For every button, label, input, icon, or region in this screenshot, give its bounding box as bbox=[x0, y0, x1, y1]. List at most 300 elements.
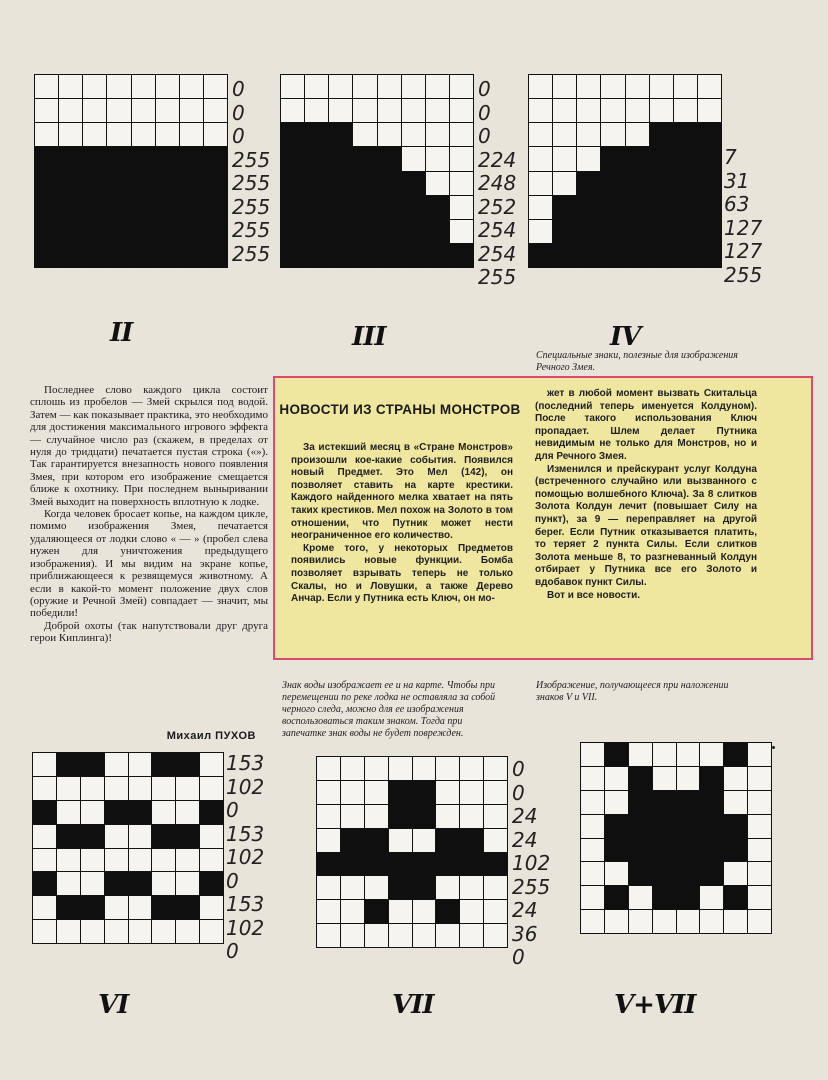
grid-cell bbox=[353, 123, 376, 146]
grid-cell bbox=[132, 220, 155, 243]
grid-cell bbox=[59, 220, 82, 243]
article-paragraph: Доброй охоты (так напутствовали друг друга герои Киплинга)! bbox=[30, 619, 268, 645]
grid-cell bbox=[650, 244, 673, 267]
grid-cell bbox=[305, 172, 328, 195]
grid-cell bbox=[426, 220, 449, 243]
grid-cell bbox=[105, 849, 128, 872]
grid-cell bbox=[674, 75, 697, 98]
grid-cell bbox=[156, 123, 179, 146]
grid-cell bbox=[402, 172, 425, 195]
grid-cell bbox=[700, 910, 723, 933]
grid-cell bbox=[57, 896, 80, 919]
figure-ii-values bbox=[232, 78, 270, 266]
figure-iv-grid bbox=[528, 74, 722, 268]
grid-cell bbox=[724, 862, 747, 885]
grid-cell bbox=[629, 743, 652, 766]
grid-cell bbox=[698, 123, 721, 146]
grid-cell bbox=[176, 849, 199, 872]
grid-cell bbox=[698, 75, 721, 98]
grid-cell bbox=[281, 196, 304, 219]
grid-cell bbox=[132, 172, 155, 195]
grid-cell bbox=[724, 910, 747, 933]
grid-cell bbox=[450, 244, 473, 267]
grid-cell bbox=[35, 220, 58, 243]
grid-cell bbox=[389, 829, 412, 852]
row-value: 127 bbox=[724, 239, 763, 263]
grid-cell bbox=[601, 244, 624, 267]
grid-cell bbox=[698, 196, 721, 219]
grid-cell bbox=[341, 757, 364, 780]
article-author: Михаил ПУХОВ bbox=[166, 730, 256, 742]
grid-cell bbox=[650, 99, 673, 122]
row-value: 255 bbox=[724, 262, 763, 287]
grid-cell bbox=[33, 777, 56, 800]
grid-cell bbox=[156, 220, 179, 243]
grid-cell bbox=[33, 896, 56, 919]
grid-cell bbox=[601, 75, 624, 98]
grid-cell bbox=[577, 75, 600, 98]
grid-cell bbox=[577, 220, 600, 243]
grid-cell bbox=[57, 801, 80, 824]
figure-iv-caption: Специальные знаки, полезные для изображения Речного Змея. bbox=[536, 350, 738, 373]
grid-cell bbox=[329, 220, 352, 243]
article-paragraph: Когда человек бросает копье, на каждом цикле, помимо изображения Змея, печатается удаляющееся от лодки слово « — » (пробел слева нужен для уничтожения предыдущего изображения). И мы видим на экране копье, приближающееся к резвящемуся животному. А если в какой-то момент положение двух слов (оружие и Речной Змей) совпадает — значит, мы победили! bbox=[30, 508, 268, 620]
grid-cell bbox=[529, 99, 552, 122]
grid-cell bbox=[83, 220, 106, 243]
news-column-1 bbox=[291, 442, 513, 606]
grid-cell bbox=[305, 244, 328, 267]
grid-cell bbox=[365, 805, 388, 828]
grid-cell bbox=[650, 123, 673, 146]
figure-ii-label: II bbox=[110, 318, 133, 348]
grid-cell bbox=[484, 876, 507, 899]
grid-cell bbox=[107, 196, 130, 219]
grid-cell bbox=[132, 196, 155, 219]
grid-cell bbox=[200, 920, 223, 943]
figure-vi-values bbox=[226, 752, 264, 964]
article-text bbox=[30, 384, 268, 645]
grid-cell bbox=[748, 910, 771, 933]
figure-v-vii-grid bbox=[580, 742, 772, 934]
grid-cell bbox=[281, 123, 304, 146]
row-value: 254 bbox=[478, 241, 517, 266]
grid-cell bbox=[413, 781, 436, 804]
grid-cell bbox=[677, 910, 700, 933]
grid-cell bbox=[59, 196, 82, 219]
grid-cell bbox=[601, 123, 624, 146]
grid-cell bbox=[677, 839, 700, 862]
print-dot bbox=[772, 746, 775, 749]
grid-cell bbox=[577, 123, 600, 146]
grid-cell bbox=[152, 849, 175, 872]
grid-cell bbox=[341, 876, 364, 899]
grid-cell bbox=[413, 805, 436, 828]
grid-cell bbox=[484, 805, 507, 828]
grid-cell bbox=[436, 781, 459, 804]
grid-cell bbox=[460, 876, 483, 899]
grid-cell bbox=[341, 900, 364, 923]
grid-cell bbox=[677, 743, 700, 766]
grid-cell bbox=[581, 839, 604, 862]
grid-cell bbox=[378, 196, 401, 219]
news-paragraph: За истекший месяц в «Стране Монстров» произошли кое-какие события. Появился новый Предмет. Это Мел (142), он позволяет ставить на карте крестики. Каждого найденного мелка хватает на пять таких крестиков. Мел похож на Золото в том отношении, что Путник может нести неограниченное его количество. bbox=[291, 442, 513, 542]
row-value: 252 bbox=[478, 194, 517, 219]
grid-cell bbox=[724, 743, 747, 766]
grid-cell bbox=[35, 147, 58, 170]
figure-v-vii-label: V+VII bbox=[614, 990, 696, 1020]
grid-cell bbox=[33, 753, 56, 776]
grid-cell bbox=[553, 123, 576, 146]
grid-cell bbox=[33, 801, 56, 824]
figure-iv-values bbox=[724, 146, 762, 287]
grid-cell bbox=[176, 825, 199, 848]
grid-cell bbox=[59, 123, 82, 146]
grid-cell bbox=[529, 220, 552, 243]
grid-cell bbox=[180, 196, 203, 219]
grid-cell bbox=[677, 815, 700, 838]
grid-cell bbox=[152, 896, 175, 919]
grid-cell bbox=[59, 244, 82, 267]
grid-cell bbox=[674, 220, 697, 243]
grid-cell bbox=[553, 75, 576, 98]
grid-cell bbox=[353, 75, 376, 98]
grid-cell bbox=[577, 244, 600, 267]
grid-cell bbox=[353, 99, 376, 122]
article-paragraph: Последнее слово каждого цикла состоит сплошь из пробелов — Змей скрылся под водой. Затем — как показывает практика, это необходимо для достижения максимального игрового эффекта — случайное число раз (скажем, в пределах от нуля до тридцати) печатается пустая строка («»). Так гарантируется внезапность нового появления Змея, при котором его изображение смещается ближе к охотнику. При последнем выныривании Змей выходит на поверхность вплотную к лодке. bbox=[30, 384, 268, 508]
grid-cell bbox=[674, 99, 697, 122]
grid-cell bbox=[378, 123, 401, 146]
grid-cell bbox=[553, 99, 576, 122]
grid-cell bbox=[107, 147, 130, 170]
grid-cell bbox=[402, 147, 425, 170]
row-value: 248 bbox=[478, 171, 517, 195]
grid-cell bbox=[152, 872, 175, 895]
grid-cell bbox=[204, 196, 227, 219]
row-value: 102 bbox=[226, 915, 265, 940]
row-value: 102 bbox=[512, 851, 551, 875]
grid-cell bbox=[653, 862, 676, 885]
grid-cell bbox=[581, 910, 604, 933]
grid-cell bbox=[281, 99, 304, 122]
grid-cell bbox=[700, 743, 723, 766]
grid-cell bbox=[426, 75, 449, 98]
grid-cell bbox=[577, 147, 600, 170]
row-value: 0 bbox=[226, 798, 239, 822]
row-value: 63 bbox=[724, 192, 750, 216]
grid-cell bbox=[389, 924, 412, 947]
grid-cell bbox=[700, 839, 723, 862]
grid-cell bbox=[129, 920, 152, 943]
grid-cell bbox=[176, 801, 199, 824]
grid-cell bbox=[389, 757, 412, 780]
grid-cell bbox=[484, 853, 507, 876]
grid-cell bbox=[281, 75, 304, 98]
grid-cell bbox=[698, 147, 721, 170]
grid-cell bbox=[653, 910, 676, 933]
grid-cell bbox=[281, 172, 304, 195]
grid-cell bbox=[33, 825, 56, 848]
grid-cell bbox=[450, 99, 473, 122]
grid-cell bbox=[724, 767, 747, 790]
grid-cell bbox=[81, 920, 104, 943]
grid-cell bbox=[674, 147, 697, 170]
grid-cell bbox=[305, 123, 328, 146]
grid-cell bbox=[581, 815, 604, 838]
grid-cell bbox=[698, 172, 721, 195]
grid-cell bbox=[341, 781, 364, 804]
grid-cell bbox=[460, 757, 483, 780]
grid-cell bbox=[601, 99, 624, 122]
grid-cell bbox=[626, 75, 649, 98]
grid-cell bbox=[317, 853, 340, 876]
grid-cell bbox=[601, 220, 624, 243]
news-title: НОВОСТИ ИЗ СТРАНЫ МОНСТРОВ bbox=[279, 402, 521, 417]
grid-cell bbox=[426, 147, 449, 170]
row-value: 153 bbox=[226, 821, 265, 846]
grid-cell bbox=[748, 767, 771, 790]
grid-cell bbox=[81, 872, 104, 895]
grid-cell bbox=[35, 99, 58, 122]
grid-cell bbox=[626, 196, 649, 219]
grid-cell bbox=[180, 244, 203, 267]
grid-cell bbox=[353, 172, 376, 195]
grid-cell bbox=[698, 220, 721, 243]
grid-cell bbox=[553, 196, 576, 219]
news-paragraph: жет в любой момент вызвать Скитальца (последний теперь именуется Колдуном). После такого использования Ключ пропадает. Шлем делает Путника невидимым не только для Монстров, но и для Речного Змея. bbox=[535, 388, 757, 462]
grid-cell bbox=[329, 172, 352, 195]
grid-cell bbox=[529, 172, 552, 195]
grid-cell bbox=[59, 147, 82, 170]
grid-cell bbox=[176, 777, 199, 800]
grid-cell bbox=[204, 75, 227, 98]
grid-cell bbox=[677, 767, 700, 790]
grid-cell bbox=[107, 244, 130, 267]
grid-cell bbox=[436, 829, 459, 852]
row-value: 0 bbox=[512, 757, 525, 781]
grid-cell bbox=[484, 924, 507, 947]
grid-cell bbox=[601, 196, 624, 219]
grid-cell bbox=[57, 849, 80, 872]
figure-iii-values bbox=[478, 78, 516, 290]
grid-cell bbox=[200, 896, 223, 919]
grid-cell bbox=[33, 872, 56, 895]
grid-cell bbox=[674, 196, 697, 219]
grid-cell bbox=[700, 886, 723, 909]
grid-cell bbox=[629, 862, 652, 885]
grid-cell bbox=[529, 123, 552, 146]
grid-cell bbox=[105, 801, 128, 824]
figure-vi-label: VI bbox=[98, 990, 129, 1020]
grid-cell bbox=[156, 99, 179, 122]
grid-cell bbox=[353, 220, 376, 243]
grid-cell bbox=[365, 900, 388, 923]
grid-cell bbox=[305, 147, 328, 170]
grid-cell bbox=[748, 862, 771, 885]
figure-vi-grid bbox=[32, 752, 224, 944]
grid-cell bbox=[426, 172, 449, 195]
grid-cell bbox=[132, 99, 155, 122]
figure-ii-grid bbox=[34, 74, 228, 268]
grid-cell bbox=[700, 815, 723, 838]
grid-cell bbox=[83, 244, 106, 267]
grid-cell bbox=[180, 75, 203, 98]
grid-cell bbox=[605, 862, 628, 885]
grid-cell bbox=[484, 829, 507, 852]
grid-cell bbox=[353, 196, 376, 219]
grid-cell bbox=[378, 75, 401, 98]
grid-cell bbox=[81, 849, 104, 872]
grid-cell bbox=[389, 853, 412, 876]
grid-cell bbox=[436, 757, 459, 780]
grid-cell bbox=[402, 99, 425, 122]
grid-cell bbox=[653, 886, 676, 909]
grid-cell bbox=[605, 791, 628, 814]
grid-cell bbox=[605, 767, 628, 790]
row-value: 0 bbox=[478, 77, 491, 101]
grid-cell bbox=[105, 896, 128, 919]
row-value: 153 bbox=[226, 892, 265, 916]
grid-cell bbox=[105, 777, 128, 800]
news-column-2 bbox=[535, 388, 757, 602]
grid-cell bbox=[305, 220, 328, 243]
grid-cell bbox=[83, 172, 106, 195]
grid-cell bbox=[180, 220, 203, 243]
grid-cell bbox=[626, 99, 649, 122]
grid-cell bbox=[156, 172, 179, 195]
grid-cell bbox=[305, 196, 328, 219]
row-value: 0 bbox=[226, 939, 239, 963]
grid-cell bbox=[389, 876, 412, 899]
grid-cell bbox=[650, 147, 673, 170]
grid-cell bbox=[626, 123, 649, 146]
grid-cell bbox=[577, 196, 600, 219]
row-value: 0 bbox=[232, 100, 245, 125]
grid-cell bbox=[436, 924, 459, 947]
grid-cell bbox=[529, 196, 552, 219]
grid-cell bbox=[650, 75, 673, 98]
row-value: 255 bbox=[512, 874, 551, 899]
grid-cell bbox=[107, 99, 130, 122]
grid-cell bbox=[317, 781, 340, 804]
grid-cell bbox=[629, 910, 652, 933]
grid-cell bbox=[83, 123, 106, 146]
grid-cell bbox=[650, 196, 673, 219]
grid-cell bbox=[413, 853, 436, 876]
grid-cell bbox=[529, 75, 552, 98]
grid-cell bbox=[724, 815, 747, 838]
grid-cell bbox=[35, 196, 58, 219]
grid-cell bbox=[35, 123, 58, 146]
grid-cell bbox=[426, 123, 449, 146]
grid-cell bbox=[156, 147, 179, 170]
grid-cell bbox=[653, 839, 676, 862]
grid-cell bbox=[529, 147, 552, 170]
row-value: 0 bbox=[478, 124, 491, 148]
grid-cell bbox=[33, 920, 56, 943]
grid-cell bbox=[484, 757, 507, 780]
grid-cell bbox=[35, 75, 58, 98]
grid-cell bbox=[176, 920, 199, 943]
grid-cell bbox=[601, 172, 624, 195]
grid-cell bbox=[413, 757, 436, 780]
grid-cell bbox=[629, 886, 652, 909]
grid-cell bbox=[156, 244, 179, 267]
grid-cell bbox=[460, 805, 483, 828]
grid-cell bbox=[378, 147, 401, 170]
grid-cell bbox=[605, 815, 628, 838]
grid-cell bbox=[107, 75, 130, 98]
figure-vii-grid bbox=[316, 756, 508, 948]
grid-cell bbox=[152, 753, 175, 776]
grid-cell bbox=[129, 801, 152, 824]
grid-cell bbox=[365, 829, 388, 852]
grid-cell bbox=[33, 849, 56, 872]
row-value: 31 bbox=[724, 168, 750, 193]
grid-cell bbox=[329, 75, 352, 98]
grid-cell bbox=[329, 244, 352, 267]
grid-cell bbox=[724, 886, 747, 909]
grid-cell bbox=[129, 753, 152, 776]
grid-cell bbox=[200, 872, 223, 895]
grid-cell bbox=[129, 849, 152, 872]
grid-cell bbox=[59, 172, 82, 195]
grid-cell bbox=[305, 99, 328, 122]
grid-cell bbox=[365, 876, 388, 899]
grid-cell bbox=[484, 781, 507, 804]
grid-cell bbox=[83, 99, 106, 122]
grid-cell bbox=[83, 196, 106, 219]
grid-cell bbox=[748, 886, 771, 909]
grid-cell bbox=[698, 99, 721, 122]
grid-cell bbox=[581, 886, 604, 909]
figure-vii-values bbox=[512, 758, 550, 970]
figure-v-vii-caption: Изображение, получающееся при наложении знаков V и VII. bbox=[536, 680, 729, 703]
row-value: 7 bbox=[724, 145, 737, 169]
row-value: 0 bbox=[226, 868, 239, 893]
grid-cell bbox=[317, 924, 340, 947]
grid-cell bbox=[450, 123, 473, 146]
grid-cell bbox=[460, 829, 483, 852]
grid-cell bbox=[132, 75, 155, 98]
grid-cell bbox=[460, 781, 483, 804]
grid-cell bbox=[650, 220, 673, 243]
row-value: 24 bbox=[512, 898, 538, 922]
grid-cell bbox=[553, 244, 576, 267]
grid-cell bbox=[57, 872, 80, 895]
grid-cell bbox=[601, 147, 624, 170]
grid-cell bbox=[378, 172, 401, 195]
grid-cell bbox=[553, 147, 576, 170]
grid-cell bbox=[317, 805, 340, 828]
grid-cell bbox=[129, 872, 152, 895]
grid-cell bbox=[200, 777, 223, 800]
grid-cell bbox=[200, 801, 223, 824]
grid-cell bbox=[436, 876, 459, 899]
grid-cell bbox=[553, 172, 576, 195]
row-value: 255 bbox=[478, 265, 517, 289]
grid-cell bbox=[674, 244, 697, 267]
grid-cell bbox=[389, 781, 412, 804]
grid-cell bbox=[581, 743, 604, 766]
news-paragraph: Вот и все новости. bbox=[547, 589, 641, 601]
grid-cell bbox=[341, 853, 364, 876]
grid-cell bbox=[450, 172, 473, 195]
grid-cell bbox=[81, 825, 104, 848]
grid-cell bbox=[677, 886, 700, 909]
grid-cell bbox=[402, 220, 425, 243]
grid-cell bbox=[329, 147, 352, 170]
row-value: 0 bbox=[232, 77, 245, 101]
